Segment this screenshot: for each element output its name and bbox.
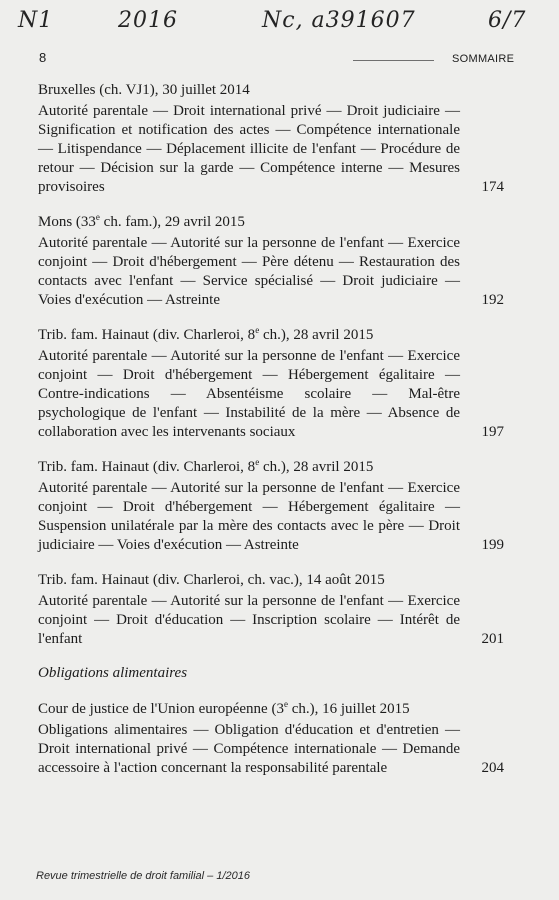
summary-entry — [38, 326, 504, 442]
summary-entry — [38, 458, 504, 555]
entry-keywords: Obligations alimentaires — Obligation d'éducation et d'entretien — Droit international privé — Compétence internationale — Demande accessoire à l'action concernant la responsabilité parentale — [38, 722, 460, 776]
page-reference: 192 — [481, 292, 504, 308]
court-reference: Trib. fam. Hainaut (div. Charleroi, 8e ch.), 28 avril 2015 — [38, 457, 374, 475]
section-heading: Obligations alimentaires — [38, 665, 188, 681]
entry-keywords: Autorité parentale — Autorité sur la personne de l'enfant — Exercice conjoint — Droit d'éducation — Inscription scolaire — Intérêt de l'enfant — [38, 593, 460, 647]
page-reference: 174 — [481, 179, 504, 195]
court-reference: Bruxelles (ch. VJ1), 30 juillet 2014 — [38, 82, 250, 98]
summary-entry — [38, 571, 504, 649]
page-reference: 197 — [481, 424, 504, 440]
journal-footer: Revue trimestrielle de droit familial – 1/2016 — [36, 870, 250, 882]
summary-list — [38, 81, 504, 794]
page-reference: 201 — [481, 631, 504, 647]
handwritten-fraction: 6/7 — [488, 8, 527, 33]
section-title: SOMMAIRE — [452, 53, 515, 65]
court-reference: Mons (33e ch. fam.), 29 avril 2015 — [38, 212, 245, 230]
court-reference: Trib. fam. Hainaut (div. Charleroi, ch. vac.), 14 août 2015 — [38, 572, 385, 588]
handwritten-reference: Nc, a391607 — [262, 8, 416, 33]
entry-keywords: Autorité parentale — Autorité sur la personne de l'enfant — Exercice conjoint — Droit d'hébergement — Hébergement égalitaire — Suspension unilatérale par la mère des contacts avec le père — Droit judiciaire — Voies d'exécution — Astreinte — [38, 480, 460, 553]
summary-entry — [38, 213, 504, 310]
handwritten-mark-left: N1 — [18, 8, 54, 33]
entry-keywords: Autorité parentale — Autorité sur la personne de l'enfant — Exercice conjoint — Droit d'hébergement — Hébergement égalitaire — Contre-indications — Absentéisme scolaire — Mal-être psychologique de l'enfant — Instabilité de la mère — Absence de collaboration avec les intervenants sociaux — [38, 348, 460, 440]
entry-keywords: Autorité parentale — Droit international privé — Droit judiciaire — Signification et notification des actes — Compétence internationale — Litispendance — Déplacement illicite de l'enfant — Procédure de retour — Décision sur la garde — Compétence interne — Mesures provisoires — [38, 103, 460, 195]
court-reference: Cour de justice de l'Union européenne (3e ch.), 16 juillet 2015 — [38, 699, 410, 717]
court-reference: Trib. fam. Hainaut (div. Charleroi, 8e ch.), 28 avril 2015 — [38, 325, 374, 343]
page-reference: 199 — [481, 537, 504, 553]
summary-entry — [38, 81, 504, 197]
header-rule — [353, 60, 434, 61]
summary-entry — [38, 700, 504, 778]
page-number: 8 — [39, 50, 47, 65]
handwritten-year: 2016 — [118, 8, 178, 33]
page-reference: 204 — [481, 760, 504, 776]
entry-keywords: Autorité parentale — Autorité sur la personne de l'enfant — Exercice conjoint — Droit d'hébergement — Père détenu — Restauration des contacts avec l'enfant — Service spécialisé — Droit judiciaire — Voies d'exécution — Astreinte — [38, 235, 460, 308]
